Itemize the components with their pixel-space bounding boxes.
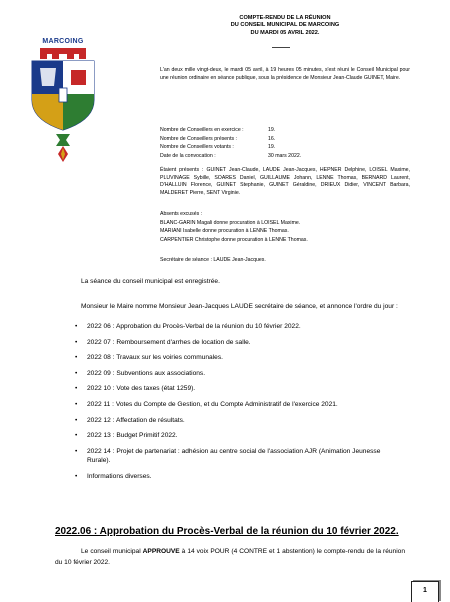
absent-item: MARIANI Isabelle donne procuration à LENNE Thomas.: [160, 228, 289, 235]
title-divider: [272, 47, 290, 48]
agenda-item-text: 2022 09 : Subventions aux associations.: [87, 369, 206, 377]
title-line-2: DU CONSEIL MUNICIPAL DE MARCOING: [230, 22, 340, 29]
bullet-icon: •: [75, 447, 78, 455]
bullet-icon: •: [75, 416, 78, 424]
agenda-list: [75, 322, 405, 487]
report-title: [160, 15, 410, 37]
crest-town-name: MARCOING: [42, 38, 84, 45]
agenda-item-text: 2022 07 : Remboursement d'arrhes de location de salle.: [87, 338, 251, 346]
agenda-item-text: 2022 14 : Projet de partenariat : adhésion au centre social de l'association AJR (Animation Jeunesse Rurale).: [87, 447, 381, 465]
title-line-1: COMPTE-RENDU DE LA RÉUNION: [239, 15, 331, 21]
count-label: Nombre de Conseillers en exercice :: [160, 127, 244, 133]
decision-text-start: Le conseil municipal: [81, 548, 143, 555]
count-row: [160, 143, 276, 152]
agenda-item: [75, 416, 405, 425]
agenda-item: [75, 431, 405, 440]
meeting-intro: L'an deux mille vingt-deux, le mardi 05 avril, à 19 heures 05 minutes, s'est réuni le Conseil Municipal pour une réunion ordinaire en séance publique, sous la présidence de Monsieur Jean-Claude GUINET, Maire.: [160, 67, 410, 81]
absents-heading: Absents excusés :: [160, 211, 203, 217]
count-value: 19.: [268, 127, 276, 133]
count-label: Date de la convocation :: [160, 152, 216, 159]
agenda-item-text: 2022 12 : Affectation de résultats.: [87, 416, 185, 424]
agenda-item: [75, 384, 405, 393]
attendance-counts: [160, 126, 302, 160]
bullet-icon: •: [75, 354, 78, 362]
agenda-item: [75, 338, 405, 347]
count-value: 30 mars 2022.: [268, 152, 302, 159]
count-row: [160, 135, 276, 144]
absent-item: BLANC-GARIN Magali donne procuration à LOISEL Maxime.: [160, 219, 301, 226]
recording-notice: La séance du conseil municipal est enregistrée.: [81, 278, 220, 285]
count-row: [160, 126, 276, 135]
excused-absences: [160, 210, 410, 244]
agenda-item-text: 2022 11 : Votes du Compte de Gestion, et du Compte Administratif de l'exercice 2021.: [87, 400, 338, 408]
agenda-item: [75, 322, 405, 331]
agenda-item: [75, 369, 405, 378]
section-heading: 2022.06 : Approbation du Procès-Verbal de la réunion du 10 février 2022.: [55, 526, 399, 537]
agenda-item: [75, 353, 405, 362]
bullet-icon: •: [75, 369, 78, 377]
bullet-icon: •: [75, 338, 78, 346]
page-number: 1: [411, 581, 439, 602]
count-label: Nombre de Conseillers votants :: [160, 144, 234, 151]
agenda-item-text: 2022 10 : Vote des taxes (état 1259).: [87, 385, 196, 393]
count-label: Nombre de Conseillers présents :: [160, 135, 237, 142]
agenda-item-text: 2022 06 : Approbation du Procès-Verbal de la réunion du 10 février 2022.: [87, 323, 301, 330]
decision-paragraph: [55, 547, 405, 568]
session-secretary: Secrétaire de séance : LAUDE Jean-Jacques.: [160, 257, 266, 263]
agenda-item-text: Informations diverses.: [87, 472, 152, 480]
decision-verdict: APPROUVE: [142, 548, 180, 555]
bullet-icon: •: [75, 323, 78, 330]
count-value: 16.: [268, 135, 276, 142]
decision-text-end: à 14 voix POUR (4 CONTRE et 1 abstention) le compte-rendu de la réunion du 10 février 2022.: [55, 548, 405, 566]
agenda-item: [75, 472, 405, 481]
agenda-item-text: 2022 08 : Travaux sur les voiries communales.: [87, 354, 223, 362]
bullet-icon: •: [75, 385, 78, 393]
bullet-icon: •: [75, 432, 78, 440]
agenda-item: [75, 400, 405, 409]
municipal-crest: [28, 38, 98, 168]
agenda-item: [75, 447, 405, 466]
count-row: [160, 152, 302, 161]
bullet-icon: •: [75, 400, 78, 408]
title-line-3: DU MARDI 05 AVRIL 2022.: [250, 29, 320, 36]
present-members: Étaient présents : GUINET Jean-Claude, LAUDE Jean-Jacques, HEPNER Delphine, LOISEL Maxime, PLUVINAGE Sybille, SOARES Daniel, GUILLAUME Johann, LENNE Thomas, BERNARD Laurent, D'HALLUIN Florence, GUINET Stephanie, GUINET Géraldine, DRIEUX Didier, VINCENT Barbara, MALDERET Pierre, SENT Virginie.: [160, 167, 410, 196]
count-value: 19.: [268, 144, 276, 151]
secretary-appointment: Monsieur le Maire nomme Monsieur Jean-Jacques LAUDE secrétaire de séance, et annonce l'ordre du jour :: [81, 303, 398, 310]
bullet-icon: •: [75, 472, 78, 480]
agenda-item-text: 2022 13 : Budget Primitif 2022.: [87, 432, 178, 440]
coat-of-arms-icon: [28, 48, 98, 166]
absent-item: CARPENTIER Christophe donne procuration à LENNE Thomas.: [160, 236, 308, 243]
